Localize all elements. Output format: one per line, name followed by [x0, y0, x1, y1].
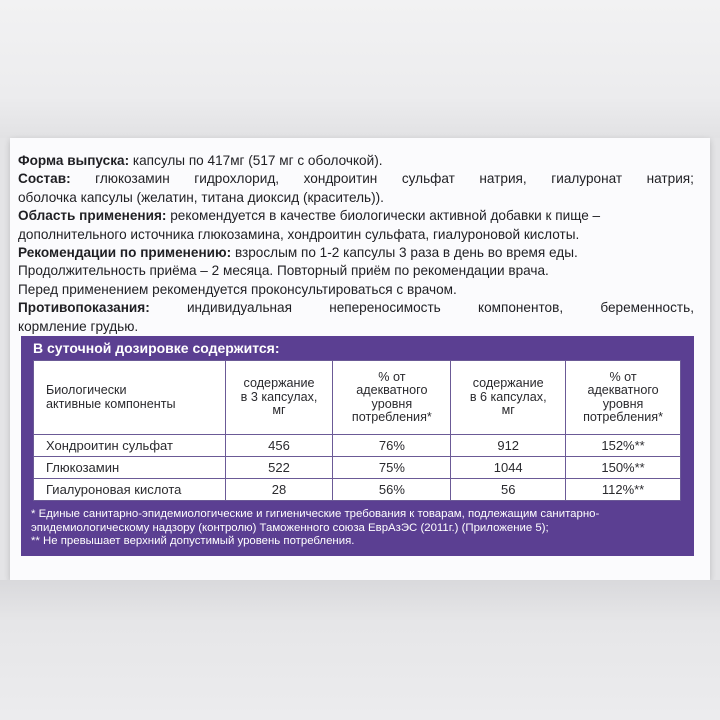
cell-content-3: 456 — [225, 435, 333, 457]
cell-content-6: 56 — [451, 479, 566, 501]
footnote-line: эпидемиологическому надзору (контролю) Таможенного союза ЕврАзЭС (2011г.) (Приложение 5); — [31, 521, 549, 534]
composition-word: гиалуронат — [551, 171, 623, 187]
cell-percent-3: 75% — [333, 457, 451, 479]
table-row — [34, 457, 681, 479]
header-content-6-capsules: содержание в 6 капсулах, мг — [451, 361, 566, 435]
background-bottom — [0, 580, 720, 720]
header-components: Биологически активные компоненты — [34, 361, 226, 435]
recommendations-text: взрослым по 1-2 капсулы 3 раза в день во время еды. — [234, 245, 578, 261]
footnote-line: * Единые санитарно-эпидемиологические и гигиенические требования к товарам, подлежащим санитарно- — [31, 508, 600, 520]
contraindications-word: непереносимость — [329, 300, 441, 316]
contraindications-word: компонентов, — [477, 300, 564, 316]
recommendations-line-2: Продолжительность приёма – 2 месяца. Повторный приём по рекомендации врача. — [18, 263, 549, 279]
cell-content-6: 1044 — [451, 457, 566, 479]
cell-content-6: 912 — [451, 435, 566, 457]
dosage-table — [33, 360, 681, 501]
table-row — [34, 479, 681, 501]
release-form-value: капсулы по 417мг (517 мг с оболочкой). — [132, 153, 383, 168]
recommendations-line-3: Перед применением рекомендуется проконсультироваться с врачом. — [18, 281, 457, 297]
composition-word: натрия, — [479, 171, 527, 187]
contraindications-line-2: кормление грудью. — [18, 318, 139, 334]
background-top — [0, 0, 720, 138]
composition-label: Состав: — [18, 171, 71, 187]
table-row — [34, 435, 681, 457]
component-name: Хондроитин сульфат — [34, 435, 226, 457]
composition-word: сульфат — [401, 171, 455, 187]
footnote-line: ** Не превышает верхний допустимый уровень потребления. — [31, 535, 355, 547]
cell-content-3: 28 — [225, 479, 333, 501]
component-name: Глюкозамин — [34, 457, 226, 479]
header-percent-3-capsules: % от адекватного уровня потребления* — [333, 361, 451, 435]
application-text: рекомендуется в качестве биологически активной добавки к пище – — [170, 208, 601, 224]
header-content-3-capsules: содержание в 3 капсулах, мг — [225, 361, 333, 435]
cell-content-3: 522 — [225, 457, 333, 479]
release-form-line — [18, 152, 694, 170]
daily-dosage-panel — [21, 336, 694, 556]
composition-word: гидрохлорид, — [194, 171, 280, 187]
contraindications-label: Противопоказания: — [18, 300, 150, 316]
recommendations-line-1 — [18, 244, 694, 262]
contraindications-line-1 — [18, 299, 694, 317]
contraindications-word: беременность, — [600, 300, 694, 316]
contraindications-word: индивидуальная — [186, 300, 292, 316]
recommendations-label: Рекомендации по применению: — [18, 245, 232, 261]
cell-percent-3: 56% — [333, 479, 451, 501]
cell-percent-6: 150%** — [566, 457, 681, 479]
application-label: Область применения: — [18, 208, 167, 224]
dosage-table-container — [33, 360, 681, 501]
application-line-1 — [18, 207, 694, 225]
product-info — [18, 152, 694, 336]
header-percent-6-capsules: % от адекватного уровня потребления* — [566, 361, 681, 435]
composition-line-2: оболочка капсулы (желатин, титана диоксид (краситель)). — [18, 189, 384, 205]
composition-word: натрия; — [646, 171, 694, 187]
cell-percent-3: 76% — [333, 435, 451, 457]
table-header-row — [34, 361, 681, 435]
application-line-2: дополнительного источника глюкозамина, хондроитин сульфата, гиалуроновой кислоты. — [18, 226, 580, 242]
daily-dosage-title: В суточной дозировке содержится: — [33, 340, 280, 356]
cell-percent-6: 112%** — [566, 479, 681, 501]
composition-word: хондроитин — [303, 171, 378, 187]
composition-word: глюкозамин — [95, 171, 170, 187]
cell-percent-6: 152%** — [566, 435, 681, 457]
footnotes — [31, 508, 691, 549]
release-form-label: Форма выпуска: — [18, 153, 130, 168]
component-name: Гиалуроновая кислота — [34, 479, 226, 501]
composition-line-1 — [18, 170, 694, 188]
